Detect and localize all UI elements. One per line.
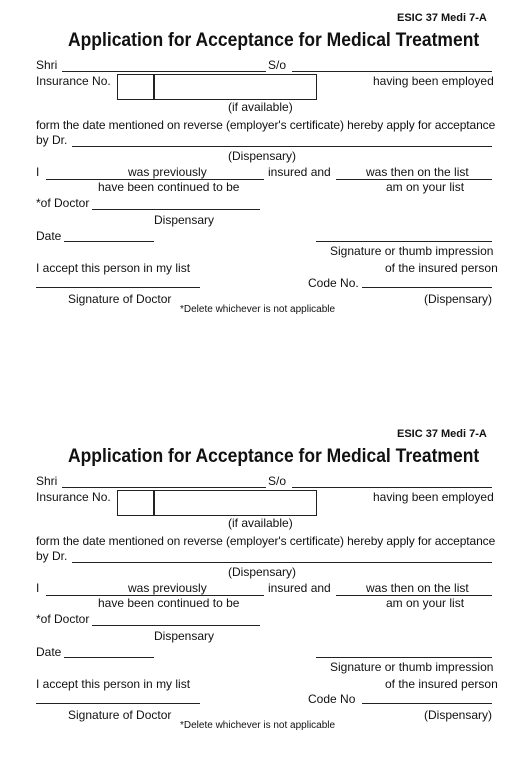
form-title: Application for Acceptance for Medical Treatment (68, 30, 480, 51)
of-doctor-label: *of Doctor (36, 612, 90, 626)
date-line[interactable] (64, 657, 154, 658)
on-your-list-text: am on your list (386, 596, 465, 610)
shri-label: Shri (36, 474, 58, 488)
insured-person-text: of the insured person (385, 261, 498, 275)
date-label: Date (36, 645, 62, 659)
accept-text: I accept this person in my list (36, 261, 191, 275)
dispensary-paren-label: (Dispensary) (228, 565, 297, 579)
date-line[interactable] (64, 241, 154, 242)
insured-and-text: insured and (268, 581, 331, 595)
doctor-signature-line[interactable] (36, 287, 200, 288)
shri-name-line[interactable] (62, 71, 266, 72)
signature-of-doctor-label: Signature of Doctor (68, 292, 172, 306)
son-of-label: S/o (268, 474, 287, 488)
by-dr-label: by Dr. (36, 133, 68, 147)
doctor-name-line[interactable] (72, 562, 492, 563)
signature-thumb-text: Signature or thumb impression (330, 244, 494, 258)
continued-text: have been continued to be (98, 596, 240, 610)
insured-person-text: of the insured person (385, 677, 498, 691)
of-doctor-line[interactable] (92, 625, 260, 626)
if-available-text: (if available) (228, 100, 293, 114)
signature-line[interactable] (316, 241, 492, 242)
application-form (0, 8, 520, 368)
signature-line[interactable] (316, 657, 492, 658)
on-your-list-text: am on your list (386, 180, 465, 194)
code-no-label: Code No. (308, 276, 359, 290)
signature-thumb-text: Signature or thumb impression (330, 660, 494, 674)
dispensary-label: Dispensary (154, 213, 215, 227)
i-label: I (36, 165, 40, 179)
accept-text: I accept this person in my list (36, 677, 191, 691)
insured-and-text: insured and (268, 165, 331, 179)
if-available-text: (if available) (228, 516, 293, 530)
signature-of-doctor-label: Signature of Doctor (68, 708, 172, 722)
insurance-no-box-1[interactable] (117, 74, 155, 100)
insurance-no-box-2[interactable] (153, 490, 317, 516)
i-label: I (36, 581, 40, 595)
form-code: ESIC 37 Medi 7-A (397, 428, 487, 440)
insurance-no-label: Insurance No. (36, 74, 111, 88)
doctor-name-line[interactable] (72, 146, 492, 147)
was-then-text: was then on the list (366, 165, 469, 179)
reverse-statement: form the date mentioned on reverse (employer's certificate) hereby apply for acceptance (36, 118, 496, 132)
employed-text: having been employed (373, 74, 494, 88)
doctor-signature-line[interactable] (36, 703, 200, 704)
insurance-no-box-2[interactable] (153, 74, 317, 100)
shri-name-line[interactable] (62, 487, 266, 488)
was-previously-text: was previously (128, 165, 207, 179)
delete-note: *Delete whichever is not applicable (180, 304, 336, 315)
was-then-text: was then on the list (366, 581, 469, 595)
form-code: ESIC 37 Medi 7-A (397, 12, 487, 24)
application-form (0, 424, 520, 784)
was-previously-text: was previously (128, 581, 207, 595)
code-no-line[interactable] (362, 287, 492, 288)
reverse-statement: form the date mentioned on reverse (employer's certificate) hereby apply for acceptance (36, 534, 496, 548)
dispensary-label: Dispensary (154, 629, 215, 643)
shri-label: Shri (36, 58, 58, 72)
of-doctor-label: *of Doctor (36, 196, 90, 210)
dispensary-paren-label-2: (Dispensary) (424, 292, 493, 306)
continued-text: have been continued to be (98, 180, 240, 194)
delete-note: *Delete whichever is not applicable (180, 720, 336, 731)
employed-text: having been employed (373, 490, 494, 504)
by-dr-label: by Dr. (36, 549, 68, 563)
insurance-no-label: Insurance No. (36, 490, 111, 504)
of-doctor-line[interactable] (92, 209, 260, 210)
dispensary-paren-label: (Dispensary) (228, 149, 297, 163)
date-label: Date (36, 229, 62, 243)
son-of-name-line[interactable] (292, 71, 492, 72)
code-no-line[interactable] (362, 703, 492, 704)
form-title: Application for Acceptance for Medical Treatment (68, 446, 480, 467)
code-no-label: Code No (308, 692, 356, 706)
son-of-name-line[interactable] (292, 487, 492, 488)
son-of-label: S/o (268, 58, 287, 72)
insurance-no-box-1[interactable] (117, 490, 155, 516)
dispensary-paren-label-2: (Dispensary) (424, 708, 493, 722)
